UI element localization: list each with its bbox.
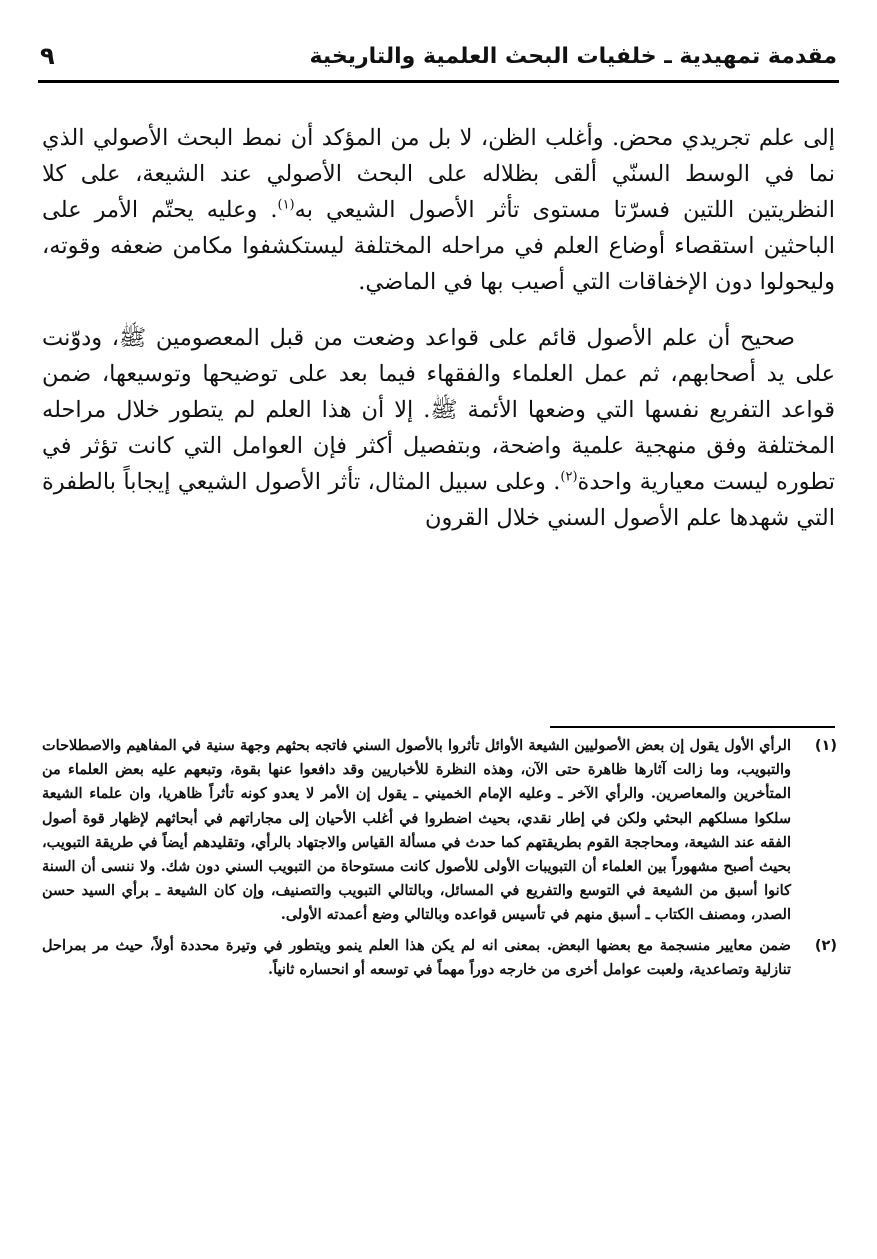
footnote-1-number: (١) [814,738,837,754]
header-title: مقدمة تمهيدية ـ خلفيات البحث العلمية والتاريخية [309,43,837,69]
footnote-ref-2: (٢) [560,469,578,485]
page-number: ٩ [40,42,55,70]
footnote-2-text: ضمن معايير منسجمة مع بعضها البعض. بمعنى انه لم يكن هذا العلم ينمو ويتطور في وتيرة محددة أولاً، حيث مر بمراحل تنازلية وتصاعدية، ولعبت عوامل أخرى من خارجه دوراً مهماً في توسعه أو انحساره ثانياً. [42,936,791,978]
footnote-ref-1: (١) [277,197,295,213]
paragraph-2-text-a: صحيح أن علم الأصول قائم على قواعد وضعت من قبل المعصومين ﷺ، ودوّنت على يد أصحابهم، ثم عمل العلماء والفقهاء فيما بعد على توضيحها وتوسيعها، ضمن قواعد التفريع نفسها التي وضعها الأئمة ﷺ. إلا أن هذا العلم لم يتطور خلال مراحله المختلفة وفق منهجية علمية واضحة، وبتفصيل أكثر فإن العوامل التي كانت تؤثر في تطوره ليست معيارية واحدة [42,325,835,495]
footnote-divider [550,726,835,728]
footnote-2-number: (٢) [814,937,837,954]
paragraph-2-text-b: . وعلى سبيل المثال، تأثر الأصول الشيعي إيجاباً بالطفرة التي شهدها علم الأصول السني خلال القرون [42,469,835,531]
paragraph-2 [42,320,835,536]
main-text [42,120,835,536]
header-divider [38,80,839,83]
footnote-1 [42,734,837,928]
paragraph-1-text-a: إلى علم تجريدي محض. وأغلب الظن، لا بل من المؤكد أن نمط البحث الأصولي الذي نما في الوسط السنّي ألقى بظلاله على البحث الأصولي عند الشيعة، على كلا النظريتين اللتين فسرّتا مستوى تأثر الأصول الشيعي به [42,125,835,223]
footnotes [42,734,837,982]
footnote-1-text: الرأي الأول يقول إن بعض الأصوليين الشيعة الأوائل تأثروا بالأصول السني فاتجه بحثهم وجهة سنية في المفاهيم والاصطلاحات والتبويب، وما زالت آثارها ظاهرة حتى الآن، وهذه النظرة للأخباريين وقد دافعوا عنها بقوة، وتبعهم عليه بعض العلماء من المتأخرين والمعاصرين. والرأي الآخر ـ وعليه الإمام الخميني ـ يقول إن الأمر لا يعدو كونه تأثراً ظاهريا، وان علماء الشيعة سلكوا مسلكهم البحثي ولكن في إطار نقدي، بحيث اضطروا في أغلب الأحيان إلى مجاراتهم في أبحاثهم لإظهار قوة أصول الفقه عند الشيعة، ومحاججة القوم بطريقتهم كما حدث في مسألة القياس والاجتهاد بالرأي، وتقليدهم أيضاً في طريقة التبويب، بحيث أصبح مشهوراً بين العلماء أن التبويبات الأولى للأصول كانت مستوحاة من التبويب السني دون شك. ولا ننسى أن السنة كانوا أسبق من الشيعة في التوسع والتفريع في المسائل، وبالتالي التبويب والتصنيف، وإن كان الشيعة ـ برأي السيد حسن الصدر، ومصنف الكتاب ـ أسبق منهم في تأسيس قواعده وبالتالي وضع أعمدته الأولى. [42,737,791,924]
paragraph-1-text-b: . وعليه يحتّم الأمر على الباحثين استقصاء أوضاع العلم في مراحله المختلفة ليستكشفوا مكامن ضعفه وقوته، وليحولوا دون الإخفاقات التي أصيب بها في الماضي. [42,197,835,295]
running-header [40,32,837,80]
footnote-2 [42,934,837,982]
paragraph-1 [42,120,835,300]
